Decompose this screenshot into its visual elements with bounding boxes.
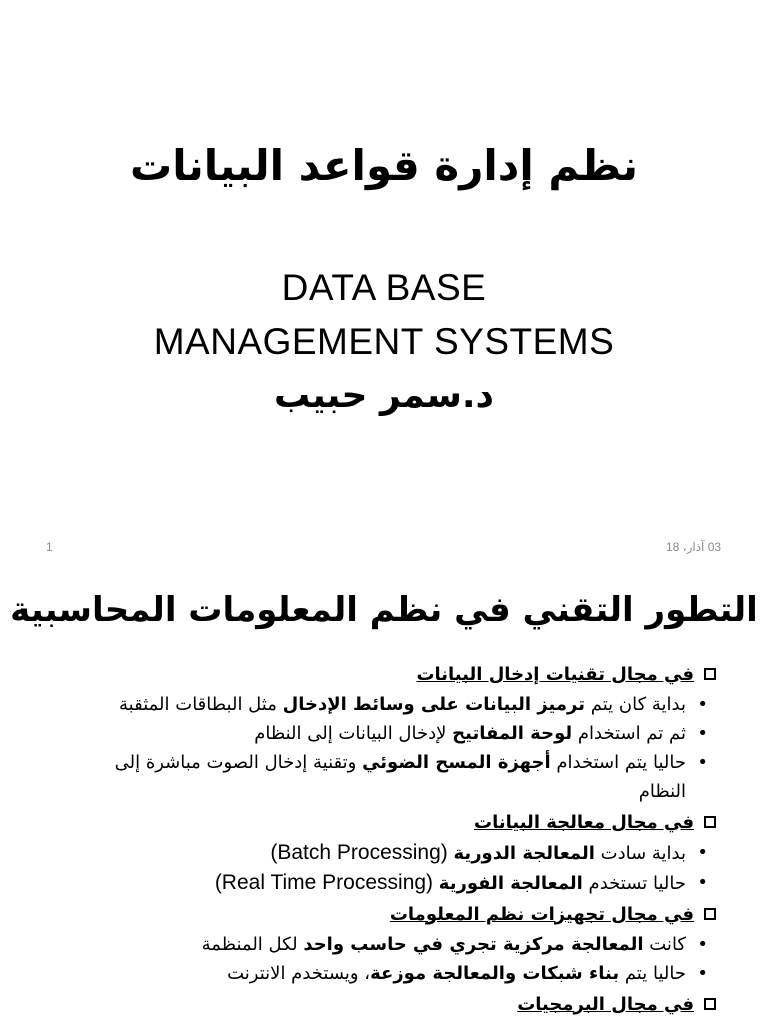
checkbox-square-icon <box>704 908 716 920</box>
checkbox-square-icon <box>704 668 716 680</box>
section-heading <box>76 806 716 838</box>
list-item: • حاليا تستخدم المعالجة الفورية (Real Time Processing) <box>76 868 716 898</box>
section-label: في مجال تجهيزات نظم المعلومات <box>389 903 694 925</box>
section-heading <box>76 658 716 690</box>
section-heading <box>76 988 716 1020</box>
author-name: د.سمر حبيب <box>273 375 495 416</box>
english-title-line-2: MANAGEMENT SYSTEMS <box>153 321 615 362</box>
arabic-title: نظم إدارة قواعد البيانات <box>130 141 638 190</box>
section-heading <box>76 898 716 930</box>
list-item: • ثم تم استخدام لوحة المفاتيح لإدخال البيانات إلى النظام <box>76 719 716 748</box>
section-label: في مجال معالجة البيانات <box>474 811 694 833</box>
list-item: • بداية كان يتم ترميز البيانات على وسائط الإدخال مثل البطاقات المثقبة <box>76 690 716 719</box>
list-item: • حاليا يتم استخدام أجهزة المسح الضوئي وتقنية إدخال الصوت مباشرة إلى النظام <box>76 748 716 806</box>
slide-title: التطور التقني في نظم المعلومات المحاسبية <box>10 590 758 630</box>
content-body <box>76 658 716 1020</box>
list-item: • حاليا يتم بناء شبكات والمعالجة موزعة، ويستخدم الانترنت <box>76 959 716 988</box>
list-item: • كانت المعالجة مركزية تجري في حاسب واحد لكل المنظمة <box>76 930 716 959</box>
section-label: في مجال تقنيات إدخال البيانات <box>416 663 694 685</box>
checkbox-square-icon <box>704 998 716 1010</box>
english-title-line-1: DATA BASE <box>281 267 487 308</box>
section-label: في مجال البرمجيات <box>517 993 694 1015</box>
list-item: • بداية سادت المعالجة الدورية (Batch Processing) <box>76 838 716 868</box>
slide-date: 03 آذار، 18 <box>666 540 722 554</box>
page-number: 1 <box>46 540 53 554</box>
checkbox-square-icon <box>704 816 716 828</box>
content-slide <box>0 560 768 1024</box>
